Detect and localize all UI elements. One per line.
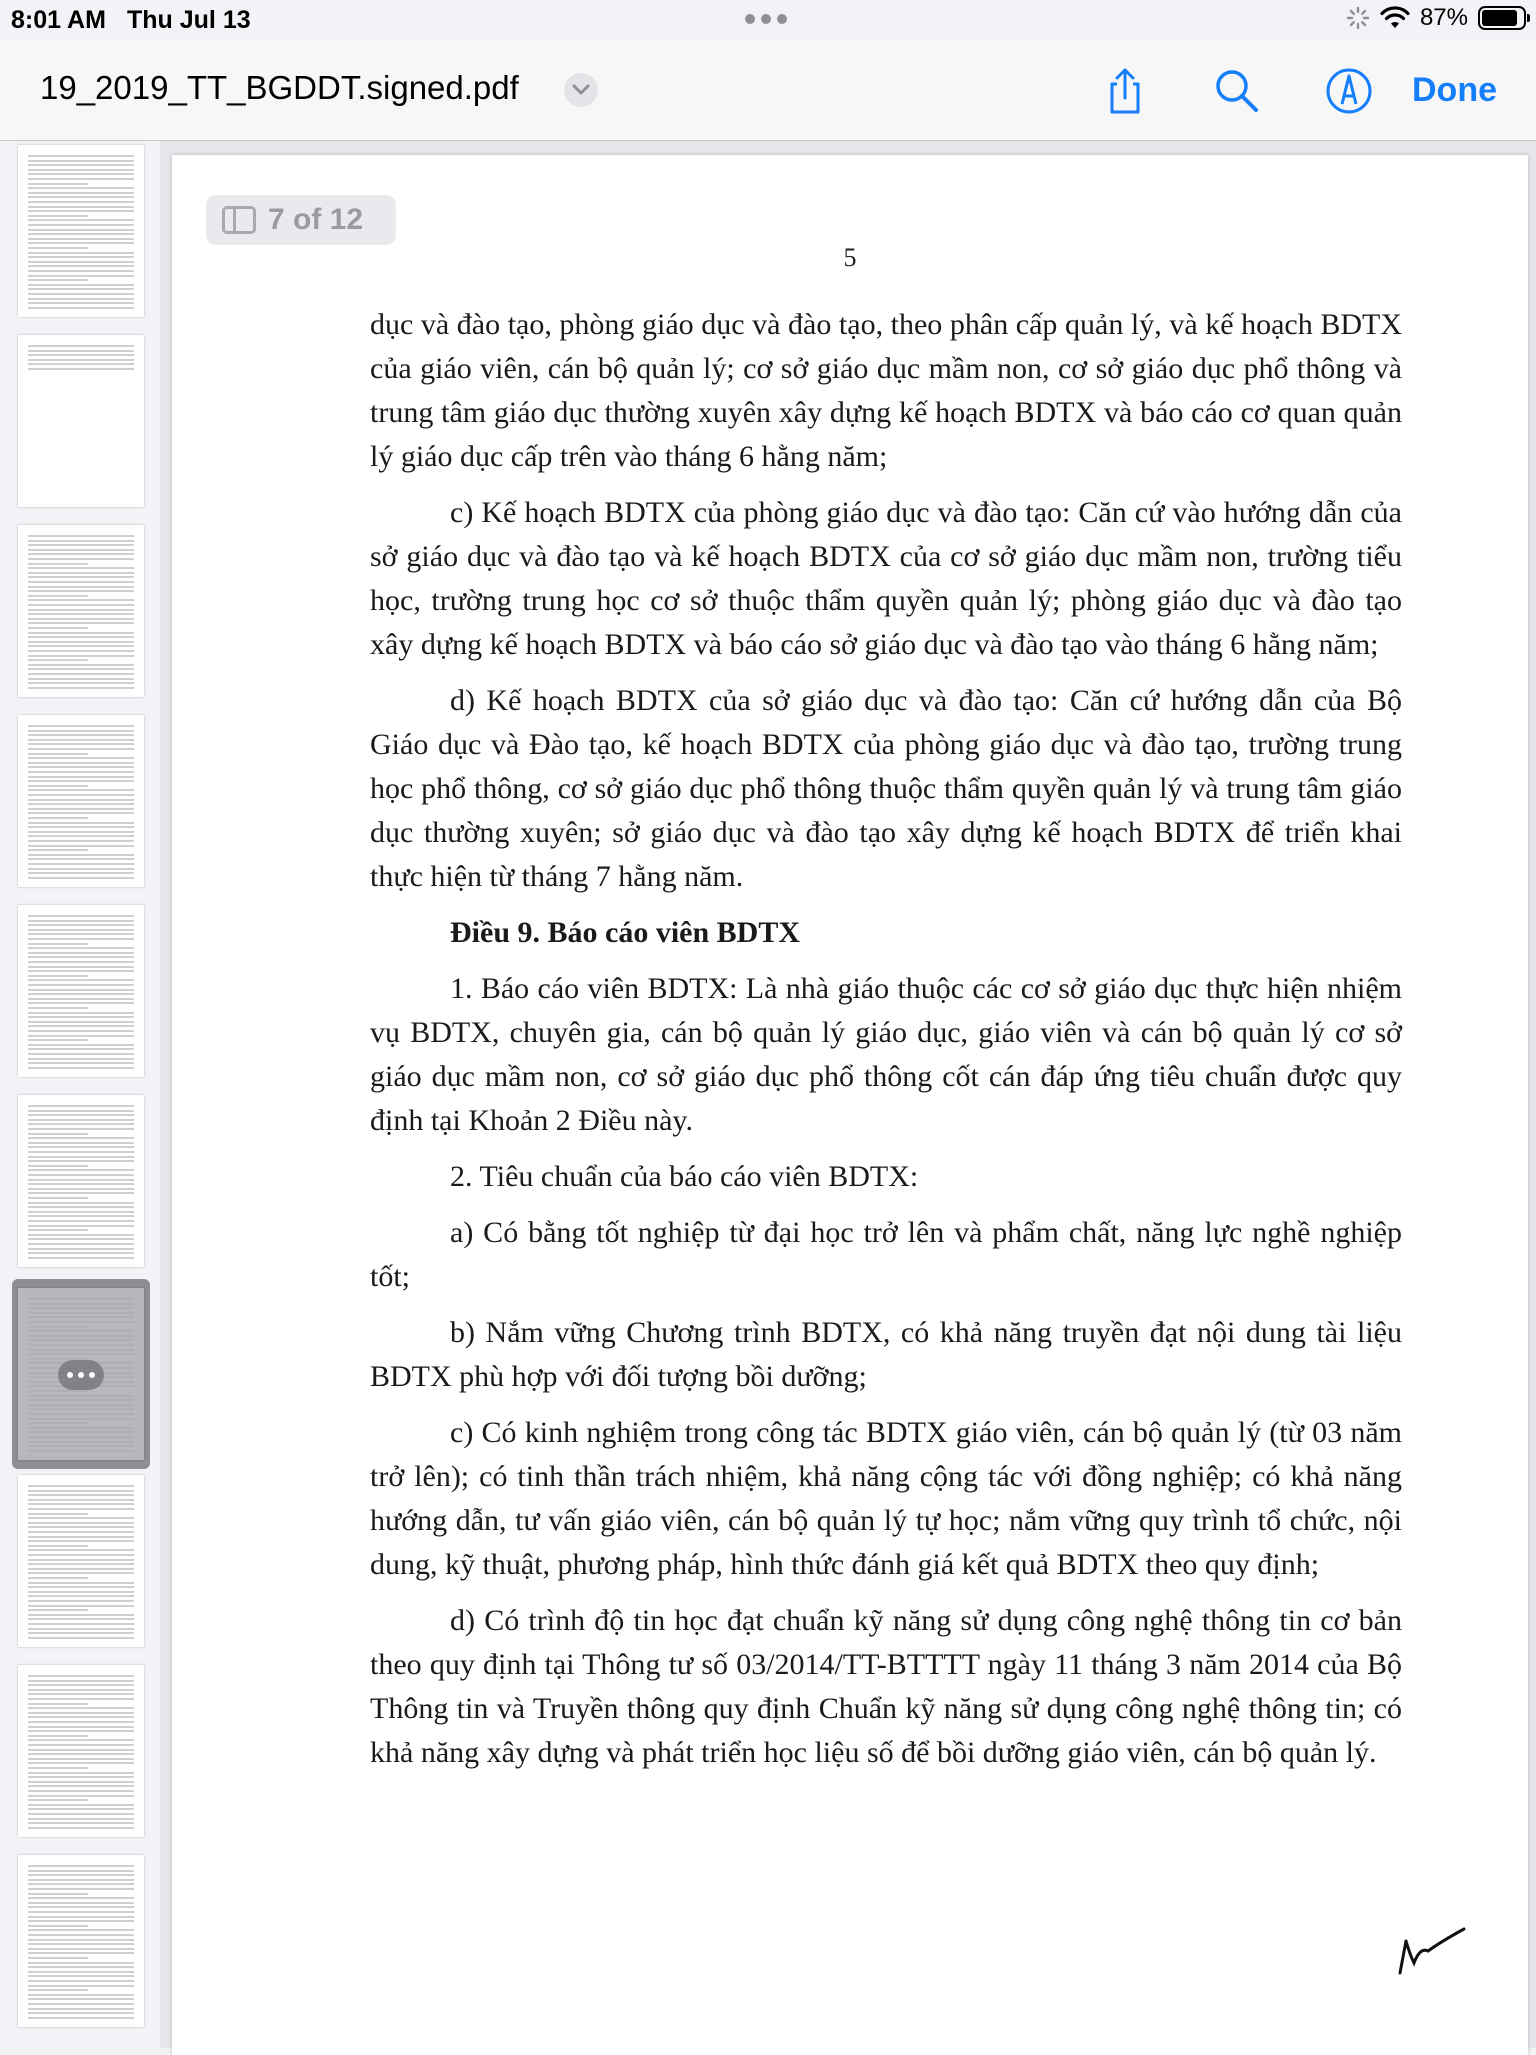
status-bar (0, 0, 1536, 40)
article-heading: Điều 9. Báo cáo viên BDTX (450, 916, 801, 949)
thumbnail-more-button[interactable] (58, 1360, 104, 1390)
status-date: Thu Jul 13 (127, 6, 251, 34)
page-thumbnail[interactable] (18, 1665, 144, 1837)
chevron-down-icon (572, 84, 590, 96)
page-thumbnail[interactable] (18, 1095, 144, 1267)
status-indicators (1346, 4, 1526, 32)
share-icon[interactable] (1100, 66, 1150, 116)
battery-percent: 87% (1419, 4, 1468, 31)
wifi-icon (1380, 6, 1410, 30)
document-title[interactable]: 19_2019_TT_BGDDT.signed.pdf (40, 69, 519, 106)
page-number: 5 (843, 243, 857, 272)
signature-mark (1394, 1925, 1468, 1977)
paragraph: dục và đào tạo, phòng giáo dục và đào tạo, theo phân cấp quản lý, và kế hoạch BDTX của giáo viên, cán bộ quản lý; cơ sở giáo dục mầm non, cơ sở giáo dục phổ thông và trung tâm giáo dục thường xuyên xây dựng kế hoạch BDTX và báo cáo cơ quan quản lý giáo dục cấp trên vào tháng 6 hằng năm; (370, 308, 1402, 473)
page-thumbnail[interactable] (18, 145, 144, 317)
page-thumbnail[interactable] (18, 1475, 144, 1647)
paragraph: b) Nắm vững Chương trình BDTX, có khả năng truyền đạt nội dung tài liệu BDTX phù hợp với đối tượng bồi dưỡng; (370, 1316, 1402, 1393)
title-menu-button[interactable] (564, 73, 598, 107)
nav-bar (0, 40, 1536, 141)
battery-icon (1478, 6, 1526, 30)
search-icon[interactable] (1212, 66, 1262, 116)
thumbnail-sidebar[interactable] (0, 141, 160, 2048)
page-thumbnail[interactable] (18, 905, 144, 1077)
page-thumbnail[interactable] (18, 715, 144, 887)
page-thumbnail[interactable] (18, 525, 144, 697)
paragraph: c) Có kinh nghiệm trong công tác BDTX giáo viên, cán bộ quản lý (từ 03 năm trở lên); có tinh thần trách nhiệm, khả năng cộng tác với đồng nghiệp; có khả năng hướng dẫn, tư vấn giáo viên, cán bộ quản lý tự học; nắm vững quy trình tổ chức, nội dung, kỹ thuật, phương pháp, hình thức đánh giá kết quả BDTX theo quy định; (370, 1416, 1402, 1581)
loading-icon (1346, 6, 1370, 30)
page-indicator-label: 7 of 12 (268, 203, 364, 236)
page-thumbnail[interactable] (18, 335, 144, 507)
page-indicator[interactable] (206, 195, 396, 245)
page-thumbnail[interactable] (18, 1855, 144, 2027)
status-time: 8:01 AM (11, 6, 106, 34)
paragraph: d) Có trình độ tin học đạt chuẩn kỹ năng sử dụng công nghệ thông tin cơ bản theo quy định tại Thông tư số 03/2014/TT-BTTTT ngày 11 tháng 3 năm 2014 của Bộ Thông tin và Truyền thông quy định Chuẩn kỹ năng sử dụng công nghệ thông tin; có khả năng xây dựng và phát triển học liệu số để bồi dưỡng giáo viên, cán bộ quản lý. (370, 1604, 1402, 1769)
paragraph: a) Có bằng tốt nghiệp từ đại học trở lên và phẩm chất, năng lực nghề nghiệp tốt; (370, 1216, 1402, 1293)
document-viewer[interactable] (160, 141, 1536, 2048)
page-content (370, 303, 1402, 1787)
paragraph: 1. Báo cáo viên BDTX: Là nhà giáo thuộc các cơ sở giáo dục thực hiện nhiệm vụ BDTX, chuyên gia, cán bộ quản lý giáo dục, giáo viên và cán bộ quản lý cơ sở giáo dục mầm non, cơ sở giáo dục phổ thông cốt cán đáp ứng tiêu chuẩn được quy định tại Khoản 2 Điều này. (370, 972, 1402, 1137)
paragraph: d) Kế hoạch BDTX của sở giáo dục và đào tạo: Căn cứ hướng dẫn của Bộ Giáo dục và Đào tạo, kế hoạch BDTX của phòng giáo dục và đào tạo, trường trung học phổ thông, cơ sở giáo dục phổ thông thuộc thẩm quyền quản lý và trung tâm giáo dục thường xuyên; sở giáo dục và đào tạo xây dựng kế hoạch BDTX để triển khai thực hiện từ tháng 7 hằng năm. (370, 684, 1402, 893)
done-button[interactable]: Done (1412, 71, 1497, 109)
paragraph: c) Kế hoạch BDTX của phòng giáo dục và đào tạo: Căn cứ vào hướng dẫn của sở giáo dục và đào tạo và kế hoạch BDTX của cơ sở giáo dục mầm non, trường tiểu học, trường trung học cơ sở thuộc thẩm quyền quản lý; phòng giáo dục và đào tạo xây dựng kế hoạch BDTX và báo cáo sở giáo dục và đào tạo vào tháng 6 hằng năm; (370, 496, 1402, 661)
markup-icon[interactable] (1324, 66, 1374, 116)
pdf-page (172, 155, 1528, 2055)
paragraph: 2. Tiêu chuẩn của báo cáo viên BDTX: (450, 1160, 919, 1193)
multitasking-handle[interactable] (745, 14, 787, 24)
sidebar-icon (222, 206, 256, 234)
